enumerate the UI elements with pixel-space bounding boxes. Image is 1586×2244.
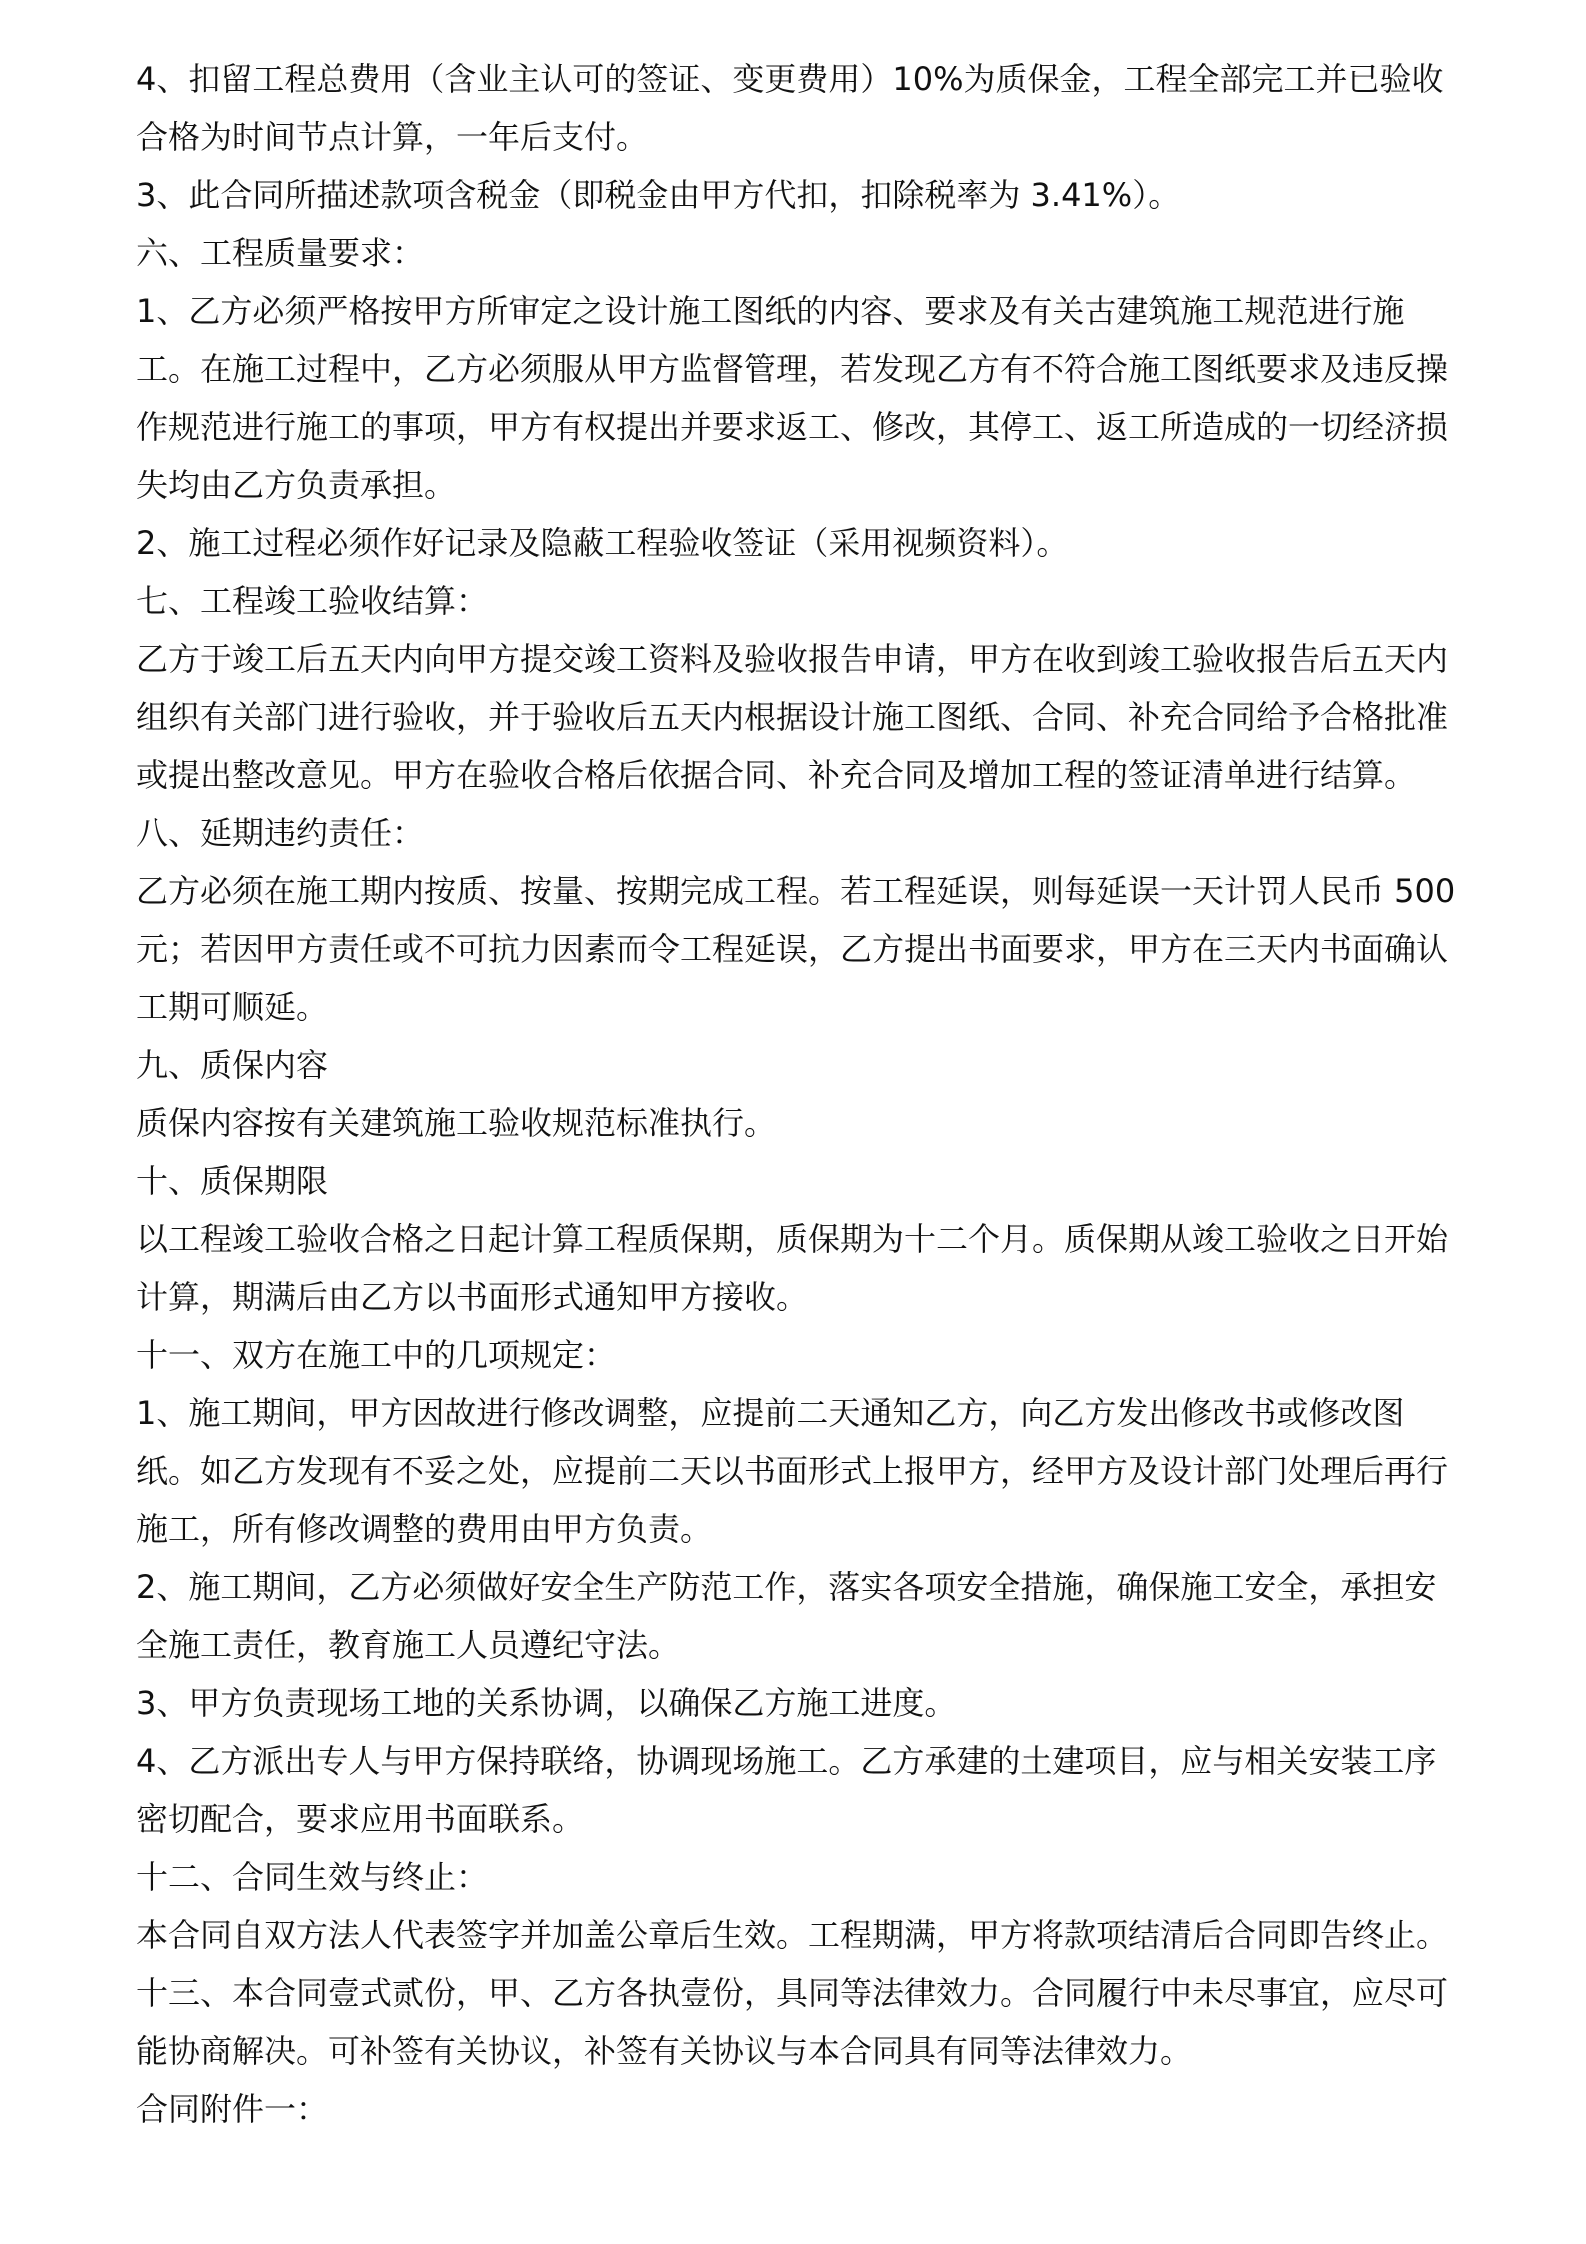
section-heading-acceptance: 七、工程竣工验收结算： — [136, 582, 489, 620]
document-page — [136, 50, 1456, 2138]
attachment-heading: 合同附件一： — [136, 2090, 329, 2128]
paragraph-delay: 乙方必须在施工期内按质、按量、按期完成工程。若工程延误，则每延误一天计罚人民币 500元；若因甲方责任或不可抗力因素而令工程延误，乙方提出书面要求，甲方在三天内书面确认工期可顺延。 — [136, 872, 1456, 1026]
paragraph-quality-2: 2、施工过程必须作好记录及隐蔽工程验收签证（采用视频资料）。 — [136, 524, 1069, 562]
section-heading-provisions: 十一、双方在施工中的几项规定： — [136, 1336, 617, 1374]
paragraph-provision-4: 4、乙方派出专人与甲方保持联络，协调现场施工。乙方承建的土建项目，应与相关安装工序密切配合，要求应用书面联系。 — [136, 1742, 1437, 1838]
paragraph-copies: 十三、本合同壹式贰份，甲、乙方各执壹份，具同等法律效力。合同履行中未尽事宜，应尽可能协商解决。可补签有关协议，补签有关协议与本合同具有同等法律效力。 — [136, 1974, 1449, 2070]
section-heading-effect: 十二、合同生效与终止： — [136, 1858, 489, 1896]
section-heading-warranty-content: 九、质保内容 — [136, 1046, 329, 1084]
section-heading-warranty-period: 十、质保期限 — [136, 1162, 329, 1200]
paragraph-warranty-period: 以工程竣工验收合格之日起计算工程质保期，质保期为十二个月。质保期从竣工验收之日开始计算，期满后由乙方以书面形式通知甲方接收。 — [136, 1220, 1449, 1316]
paragraph-quality-1: 1、乙方必须严格按甲方所审定之设计施工图纸的内容、要求及有关古建筑施工规范进行施工。在施工过程中，乙方必须服从甲方监督管理，若发现乙方有不符合施工图纸要求及违反操作规范进行施工的事项，甲方有权提出并要求返工、修改，其停工、返工所造成的一切经济损失均由乙方负责承担。 — [136, 292, 1449, 504]
paragraph-acceptance: 乙方于竣工后五天内向甲方提交竣工资料及验收报告申请，甲方在收到竣工验收报告后五天内组织有关部门进行验收，并于验收后五天内根据设计施工图纸、合同、补充合同给予合格批准或提出整改意见。甲方在验收合格后依据合同、补充合同及增加工程的签证清单进行结算。 — [136, 640, 1449, 794]
paragraph-provision-2: 2、施工期间，乙方必须做好安全生产防范工作，落实各项安全措施，确保施工安全，承担安全施工责任，教育施工人员遵纪守法。 — [136, 1568, 1437, 1664]
paragraph-provision-3: 3、甲方负责现场工地的关系协调，以确保乙方施工进度。 — [136, 1684, 957, 1722]
paragraph-effect: 本合同自双方法人代表签字并加盖公章后生效。工程期满，甲方将款项结清后合同即告终止。 — [136, 1916, 1449, 1954]
section-heading-quality: 六、工程质量要求： — [136, 234, 425, 272]
paragraph-warranty-content: 质保内容按有关建筑施工验收规范标准执行。 — [136, 1104, 777, 1142]
paragraph-tax-clause: 3、此合同所描述款项含税金（即税金由甲方代扣，扣除税率为 3.41%）。 — [136, 176, 1181, 214]
paragraph-retention-fee: 4、扣留工程总费用（含业主认可的签证、变更费用）10%为质保金，工程全部完工并已验收合格为时间节点计算，一年后支付。 — [136, 60, 1444, 156]
section-heading-delay: 八、延期违约责任： — [136, 814, 425, 852]
paragraph-provision-1: 1、施工期间，甲方因故进行修改调整，应提前二天通知乙方，向乙方发出修改书或修改图纸。如乙方发现有不妥之处，应提前二天以书面形式上报甲方，经甲方及设计部门处理后再行施工，所有修改调整的费用由甲方负责。 — [136, 1394, 1449, 1548]
